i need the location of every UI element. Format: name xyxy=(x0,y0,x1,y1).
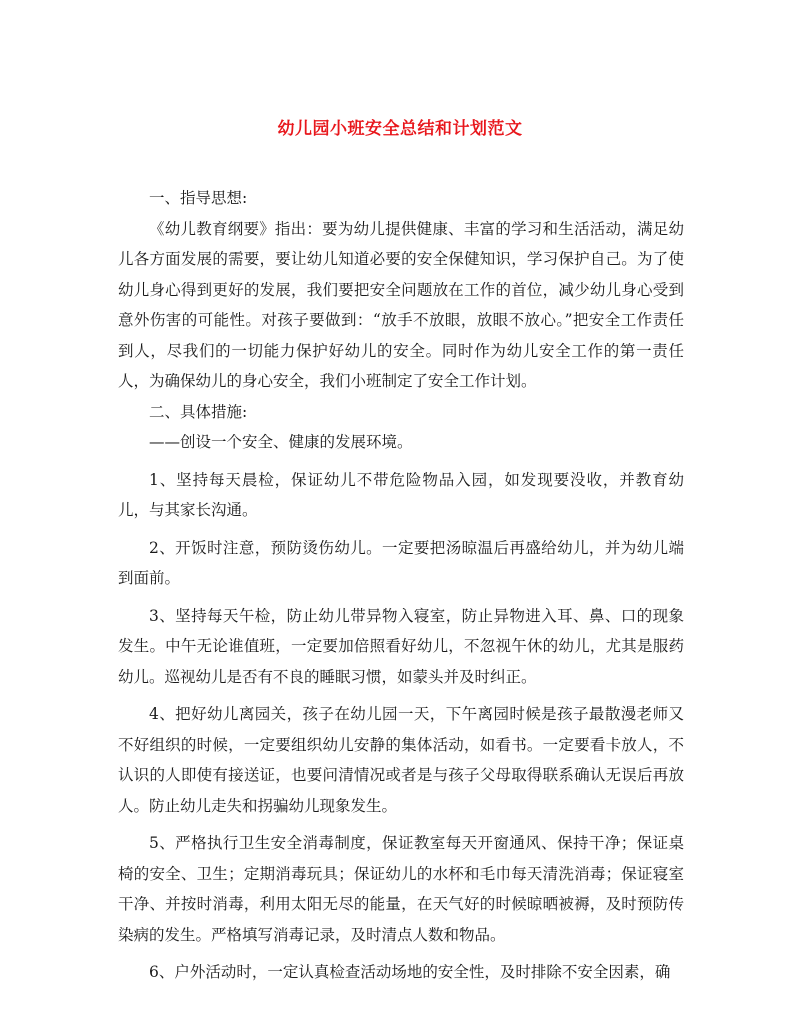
paragraph-item-3: 3、坚持每天午检，防止幼儿带异物入寝室，防止异物进入耳、鼻、口的现象发生。中午无论谁值班，一定要加倍照看好幼儿，不忽视午休的幼儿，尤其是服药幼儿。巡视幼儿是否有不良的睡眠习惯，如蒙头并及时纠正。 xyxy=(118,606,684,686)
paragraph-guiding-ideas: 《幼儿教育纲要》指出：要为幼儿提供健康、丰富的学习和生活活动，满足幼儿各方面发展的需要，要让幼儿知道必要的安全保健知识，学习保护自己。为了使幼儿身心得到更好的发展，我们要把安全问题放在工作的首位，减少幼儿身心受到意外伤害的可能性。对孩子要做到：“放手不放眼，放眼不放心。”把安全工作责任到人，尽我们的一切能力保护好幼儿的安全。同时作为幼儿安全工作的第一责任人，为确保幼儿的身心安全，我们小班制定了安全工作计划。 xyxy=(118,219,684,390)
paragraph-item-1: 1、坚持每天晨检，保证幼儿不带危险物品入园，如发现要没收，并教育幼儿，与其家长沟通。 xyxy=(118,470,684,519)
paragraph-environment: ——创设一个安全、健康的发展环境。 xyxy=(149,433,413,451)
section-heading-measures: 二、具体措施: xyxy=(149,402,248,421)
document-title: 幼儿园小班安全总结和计划范文 xyxy=(277,119,523,139)
paragraph-item-6: 6、户外活动时，一定认真检查活动场地的安全性，及时排除不安全因素，确 xyxy=(149,963,671,981)
paragraph-item-5: 5、严格执行卫生安全消毒制度，保证教室每天开窗通风、保持干净；保证桌椅的安全、卫生；定期消毒玩具；保证幼儿的水杯和毛巾每天清洗消毒；保证寝室干净、并按时消毒，利用太阳无尽的能量，在天气好的时候晾晒被褥，及时预防传染病的发生。严格填写消毒记录，及时清点人数和物品。 xyxy=(118,834,684,944)
section-heading-guiding-ideas: 一、指导思想: xyxy=(149,189,248,207)
document-body xyxy=(118,176,684,988)
paragraph-item-2: 2、开饭时注意，预防烫伤幼儿。一定要把汤晾温后再盛给幼儿，并为幼儿端到面前。 xyxy=(118,538,684,587)
paragraph-item-4: 4、把好幼儿离园关，孩子在幼儿园一天，下午离园时候是孩子最散漫老师又不好组织的时候，一定要组织幼儿安静的集体活动，如看书。一定要看卡放人，不认识的人即使有接送证，也要问清情况或者是与孩子父母取得联系确认无误后再放人。防止幼儿走失和拐骗幼儿现象发生。 xyxy=(118,705,684,815)
